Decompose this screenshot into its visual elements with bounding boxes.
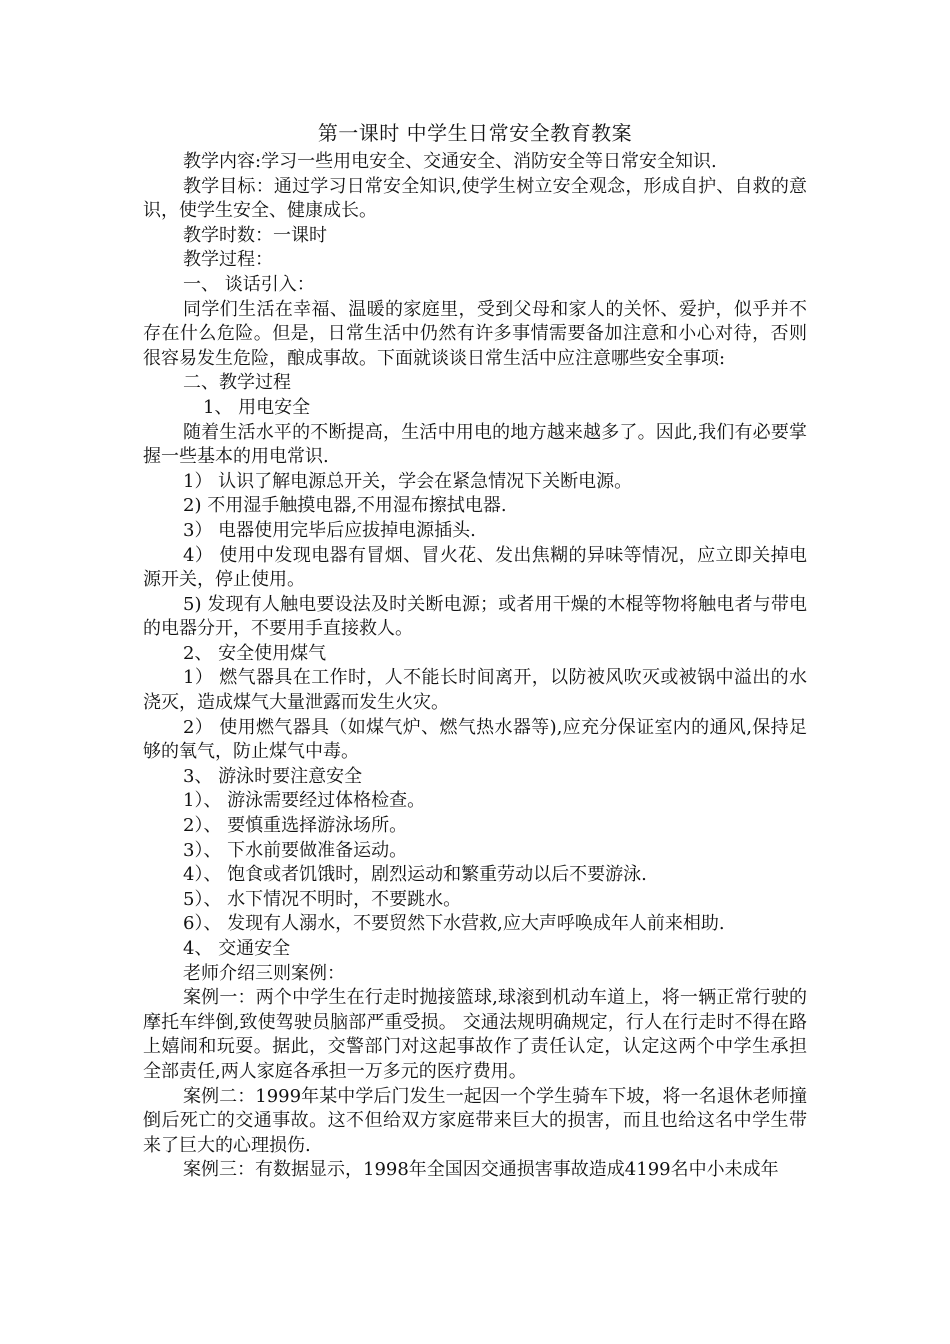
- traffic-case: 案例三：有数据显示，1998年全国因交通损害事故造成4199名中小未成年: [183, 1159, 779, 1181]
- electricity-item: 2) 不用湿手触摸电器,不用湿布擦拭电器.: [183, 495, 507, 517]
- section-1-text: 同学们生活在幸福、温暖的家庭里，受到父母和家人的关怀、爱护，似乎并不存在什么危险。但是，日常生活中仍然有许多事情需要备加注意和小心对待，否则很容易发生危险，酿成事故。下面就谈谈日常生活中应注意哪些安全事项:: [143, 298, 807, 369]
- swim-item: 1）、 游泳需要经过体格检查。: [183, 790, 426, 812]
- section-1-heading: 一、 谈话引入：: [183, 273, 315, 295]
- electricity-item: 1） 认识了解电源总开关，学会在紧急情况下关断电源。: [183, 470, 633, 492]
- teaching-hours: 教学时数：一课时: [183, 224, 327, 246]
- electricity-item: 3） 电器使用完毕后应拔掉电源插头.: [183, 519, 476, 541]
- swim-item: 6）、 发现有人溺水，不要贸然下水营救,应大声呼唤成年人前来相助.: [183, 913, 725, 935]
- page-title: 第一课时 中学生日常安全教育教案: [317, 121, 633, 145]
- gas-heading: 2、 安全使用煤气: [183, 642, 327, 664]
- teaching-objective: 教学目标：通过学习日常安全知识,使学生树立安全观念，形成自护、自救的意识，使学生安全、健康成长。: [143, 175, 807, 222]
- traffic-case: 案例二：1999年某中学后门发生一起因一个学生骑车下坡，将一名退休老师撞倒后死亡的交通事故。这不但给双方家庭带来巨大的损害，而且也给这名中学生带来了巨大的心理损伤.: [143, 1085, 807, 1156]
- section-2-heading: 二、教学过程: [183, 372, 291, 394]
- electricity-item: 5) 发现有人触电要设法及时关断电源；或者用干燥的木棍等物将触电者与带电的电器分开，不要用手直接救人。: [143, 593, 807, 640]
- swim-heading: 3、 游泳时要注意安全: [183, 765, 363, 787]
- swim-item: 4）、 饱食或者饥饿时，剧烈运动和繁重劳动以后不要游泳.: [183, 864, 647, 886]
- process-label: 教学过程：: [183, 249, 273, 271]
- traffic-intro: 老师介绍三则案例：: [183, 962, 345, 984]
- gas-item: 1） 燃气器具在工作时，人不能长时间离开，以防被风吹灭或被锅中溢出的水浇灭，造成煤气大量泄露而发生火灾。: [143, 667, 807, 714]
- traffic-heading: 4、 交通安全: [183, 938, 291, 959]
- teaching-content: 教学内容:学习一些用电安全、交通安全、消防安全等日常安全知识.: [183, 151, 717, 172]
- swim-item: 2）、 要慎重选择游泳场所。: [183, 815, 408, 837]
- swim-item: 3）、 下水前要做准备运动。: [183, 839, 408, 861]
- gas-item: 2） 使用燃气器具（如煤气炉、燃气热水器等),应充分保证室内的通风,保持足够的氧气，防止煤气中毒。: [143, 716, 807, 763]
- electricity-intro: 随着生活水平的不断提高，生活中用电的地方越来越多了。因此,我们有必要掌握一些基本的用电常识.: [143, 421, 807, 468]
- electricity-heading: 1、 用电安全: [203, 396, 311, 418]
- traffic-case: 案例一：两个中学生在行走时抛接篮球,球滚到机动车道上，将一辆正常行驶的摩托车绊倒,致使驾驶员脑部严重受损。 交通法规明确规定，行人在行走时不得在路上嬉闹和玩耍。据此，交警部门对这起事故作了责任认定，认定这两个中学生承担全部责任,两人家庭各承担一万多元的医疗费用。: [143, 987, 807, 1082]
- document-body: [143, 150, 807, 1183]
- electricity-item: 4） 使用中发现电器有冒烟、冒火花、发出焦糊的异味等情况，应立即关掉电源开关，停止使用。: [143, 544, 807, 591]
- swim-item: 5）、 水下情况不明时，不要跳水。: [183, 888, 462, 910]
